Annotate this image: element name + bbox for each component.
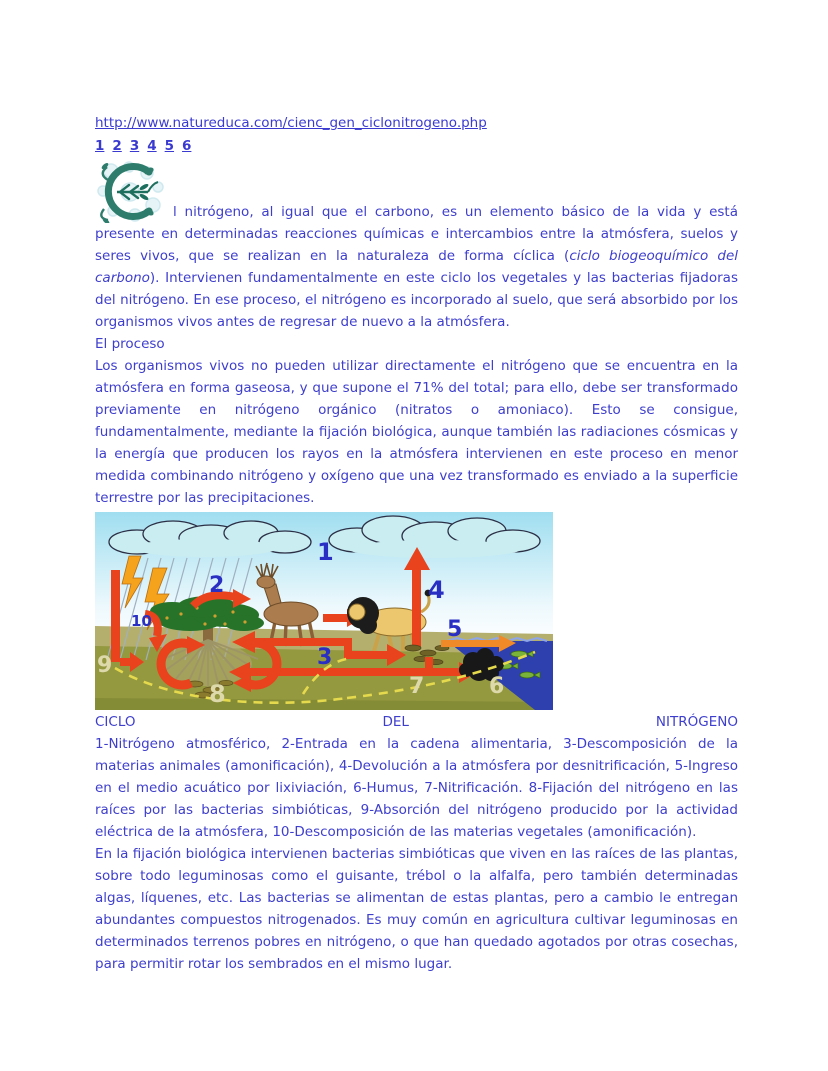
pagination-link-1[interactable]: 1 (95, 138, 105, 154)
label-6: 6 (489, 674, 505, 699)
caption-word-2: DEL (382, 714, 409, 730)
caption-word-3: NITRÓGENO (655, 714, 738, 730)
caption-word-1: CICLO (95, 714, 136, 730)
decorative-dropcap-image (95, 159, 165, 223)
closing-paragraph: En la fijación biológica intervienen bacterias simbióticas que viven en las raíces de las plantas, sobre todo leguminosas como el guisante, trébol o la alfalfa, pero también determinadas algas, líquenes, etc. Las bacterias se alimentan de estas plantas, pero a cambio le entregan abundantes compuestos nitrogenados. Es muy común en agricultura cultivar leguminosas en determinados terrenos pobres en nitrógeno, o que han quedado agotados por otras cosechas, para permitir rotar los sembrados en el mismo lugar. (95, 846, 738, 972)
intro-text-italic: ciclo biogeoquímico del carbono (95, 248, 738, 286)
intro-text-start: l nitrógeno, al igual que el carbono, es un elemento básico de la vida y está presente en determinadas reacciones químicas e intercambios entre la atmósfera, suelos y seres vivos, que se realizan en la naturaleza de forma cíclica ( (95, 204, 738, 264)
pagination (95, 135, 738, 157)
intro-text-end: ). Intervienen fundamentalmente en este ciclo los vegetales y las bacterias fijadoras del nitrógeno. En ese proceso, el nitrógeno es incorporado al suelo, que será absorbido por los organismos vivos antes de regresar de nuevo a la atmósfera. (95, 270, 738, 330)
process-paragraph: Los organismos vivos no pueden utilizar directamente el nitrógeno que se encuentra en la atmósfera en forma gaseosa, y que supone el 71% del total; para ello, debe ser transformado previamente en nitrógeno orgánico (nitratos o amoniaco). Esto se consigue, fundamentalmente, mediante la fijación biológica, aunque también las radiaciones cósmicas y la energía que producen los rayos en la atmósfera intervienen en este proceso en menor medida combinando nitrógeno y oxígeno que una vez transformado es enviado a la superficie terrestre por las precipitaciones. (95, 358, 738, 506)
pagination-link-5[interactable]: 5 (164, 138, 175, 154)
nitrogen-cycle-diagram (95, 512, 553, 710)
intro-paragraph (95, 159, 738, 333)
ornamental-initial-icon (95, 159, 165, 223)
label-2: 2 (209, 573, 225, 598)
label-9: 9 (97, 653, 113, 678)
nitrogen-cycle-figure (95, 512, 738, 710)
pagination-link-2[interactable]: 2 (112, 138, 122, 154)
label-1: 1 (317, 538, 334, 566)
label-10: 10 (131, 612, 152, 630)
label-7: 7 (409, 674, 425, 699)
figure-caption (95, 711, 738, 733)
label-4: 4 (428, 576, 445, 604)
legend-paragraph: 1-Nitrógeno atmosférico, 2-Entrada en la cadena alimentaria, 3-Descomposición de la materias animales (amonificación), 4-Devolución a la atmósfera por desnitrificación, 5-Ingreso en el medio acuático por lixiviación, 6-Humus, 7-Nitrificación. 8-Fijación del nitrógeno en las raíces por las bacterias simbióticas, 9-Absorción del nitrógeno producido por la actividad eléctrica de la atmósfera, 10-Descomposición de las materias vegetales (amonificación). (95, 736, 738, 840)
process-heading: El proceso (95, 336, 165, 352)
article-content (95, 112, 738, 975)
label-5: 5 (447, 617, 463, 642)
label-3: 3 (317, 645, 333, 670)
pagination-link-4[interactable]: 4 (147, 138, 157, 154)
label-8: 8 (209, 680, 226, 708)
source-url-link[interactable]: http://www.natureduca.com/cienc_gen_ciclonitrogeno.php (95, 115, 487, 131)
pagination-link-3[interactable]: 3 (129, 138, 140, 154)
pagination-link-6[interactable]: 6 (182, 138, 192, 154)
intro-section (95, 159, 738, 333)
